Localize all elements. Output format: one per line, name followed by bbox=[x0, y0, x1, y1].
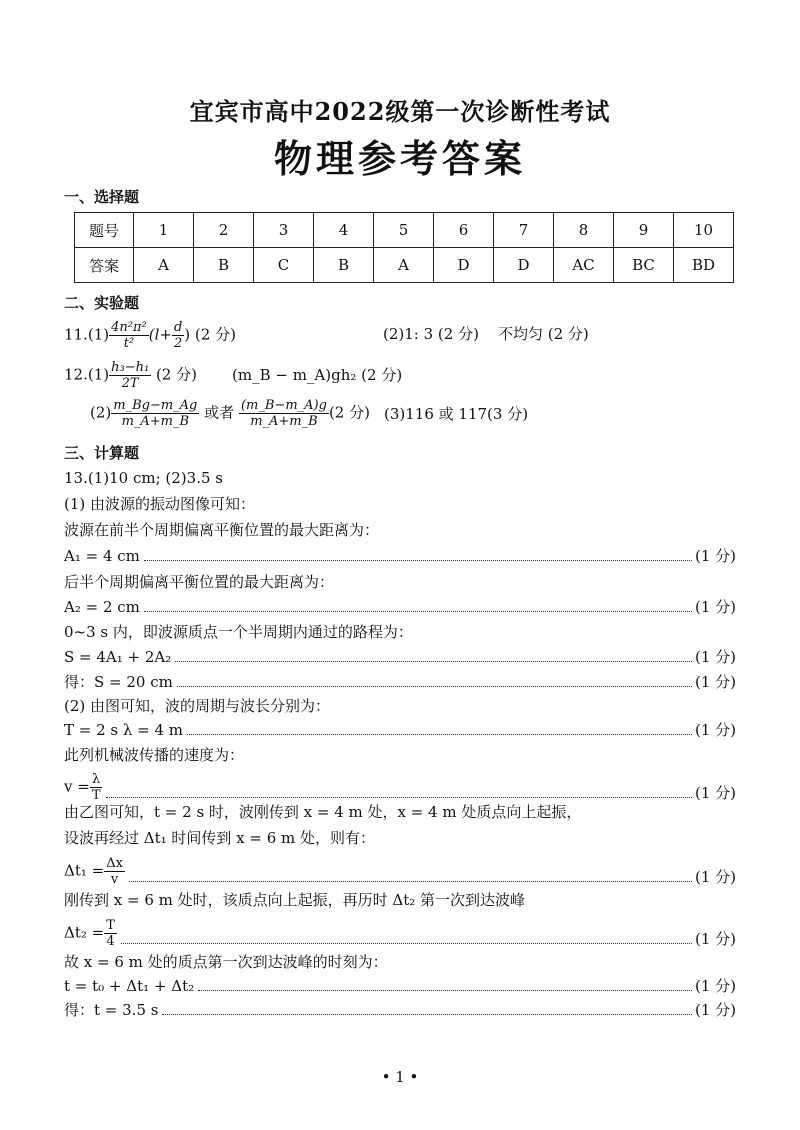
score: (1 分) bbox=[694, 598, 736, 616]
q12-p2-fraction2 bbox=[239, 398, 329, 429]
equation-line bbox=[64, 597, 736, 617]
equation-lhs: Δt₂ = bbox=[64, 923, 105, 942]
page-number: • 1 • bbox=[381, 1068, 419, 1086]
row-header-question: 题号 bbox=[75, 213, 134, 248]
table-row bbox=[75, 213, 734, 248]
text-line: 0~3 s 内，即波源质点一个半周期内通过的路程为： bbox=[64, 623, 413, 641]
q12-p2-score: (2 分) bbox=[328, 403, 370, 422]
section-heading-choice: 一、选择题 bbox=[64, 188, 140, 206]
q11-score1: (2 分) bbox=[194, 325, 236, 344]
equation: S = 4A₁ + 2A₂ bbox=[64, 648, 172, 666]
question-number: 1 bbox=[134, 213, 194, 248]
question-number: 6 bbox=[434, 213, 494, 248]
leader-dots bbox=[177, 685, 692, 687]
answer-cell: B bbox=[194, 248, 254, 283]
answer-cell: C bbox=[254, 248, 314, 283]
q11-part2: (2)1: 3 (2 分) bbox=[383, 325, 479, 343]
leader-dots bbox=[198, 989, 692, 991]
question-number: 3 bbox=[254, 213, 314, 248]
leader-dots bbox=[162, 1013, 692, 1015]
fraction bbox=[104, 856, 125, 887]
answer-cell: B bbox=[314, 248, 374, 283]
answer-key-title: 物理参考答案 bbox=[273, 136, 526, 181]
equation-line bbox=[64, 720, 736, 740]
score: (1 分) bbox=[694, 547, 736, 565]
table-row bbox=[75, 248, 734, 283]
question-number: 7 bbox=[494, 213, 554, 248]
q12-or: 或者 bbox=[204, 403, 235, 422]
fraction bbox=[90, 772, 103, 803]
answer-cell: D bbox=[494, 248, 554, 283]
score: (1 分) bbox=[694, 930, 736, 948]
leader-dots bbox=[106, 796, 691, 798]
q12-fraction bbox=[109, 360, 151, 391]
equation bbox=[64, 918, 117, 949]
equation bbox=[64, 772, 102, 803]
q12-part3: (3)116 或 117(3 分) bbox=[384, 405, 529, 423]
equation-line bbox=[64, 647, 736, 667]
denominator: 4 bbox=[106, 934, 115, 949]
leader-dots bbox=[144, 610, 692, 612]
answer-cell: D bbox=[434, 248, 494, 283]
equation: 得：S = 20 cm bbox=[64, 673, 173, 691]
q12-p2-den2: m_A+m_B bbox=[250, 414, 318, 429]
equation: 得：t = 3.5 s bbox=[64, 1001, 159, 1019]
answer-cell: A bbox=[374, 248, 434, 283]
leader-dots bbox=[144, 559, 692, 561]
q12-part1 bbox=[64, 360, 197, 391]
equation-line bbox=[64, 918, 736, 949]
q11-answer bbox=[64, 320, 236, 351]
q11-two: 2 bbox=[173, 336, 183, 351]
equation: A₁ = 4 cm bbox=[64, 547, 140, 565]
q11-part2b: 不均匀 (2 分) bbox=[498, 325, 589, 343]
q13-summary: 13.(1)10 cm; (2)3.5 s bbox=[64, 469, 223, 487]
text-line: 此列机械波传播的速度为： bbox=[64, 746, 245, 764]
leader-dots bbox=[121, 942, 692, 944]
equation: T = 2 s λ = 4 m bbox=[64, 721, 184, 739]
denominator: T bbox=[91, 788, 101, 803]
q12-part2 bbox=[90, 398, 370, 429]
q12-p2-den1: m_A+m_B bbox=[121, 414, 190, 429]
q12-p2-num2: (m_B−m_A)g bbox=[240, 398, 327, 413]
equation-lhs: v = bbox=[64, 777, 90, 796]
score: (1 分) bbox=[694, 1001, 736, 1019]
answer-cell: AC bbox=[554, 248, 614, 283]
answer-cell: A bbox=[134, 248, 194, 283]
text-line: 故 x = 6 m 处的质点第一次到达波峰的时刻为： bbox=[64, 953, 388, 971]
q12-expr2: (m_B − m_A)gh₂ (2 分) bbox=[232, 366, 403, 384]
question-number: 8 bbox=[554, 213, 614, 248]
q11-numerator: 4n²π² bbox=[111, 320, 147, 335]
text-line: (2) 由图可知，波的周期与波长分别为： bbox=[64, 697, 331, 715]
text-line: 设波再经过 Δt₁ 时间传到 x = 6 m 处，则有： bbox=[64, 829, 376, 847]
answer-table bbox=[74, 212, 734, 283]
q12-p2-prefix: (2) bbox=[90, 403, 112, 422]
score: (1 分) bbox=[694, 648, 736, 666]
question-number: 9 bbox=[614, 213, 674, 248]
leader-dots bbox=[129, 880, 692, 882]
text-line: 由乙图可知，t = 2 s 时，波刚传到 x = 4 m 处，x = 4 m 处质点向上起振， bbox=[64, 803, 582, 821]
section-heading-calculation: 三、计算题 bbox=[64, 444, 140, 462]
q11-denominator: t² bbox=[123, 336, 135, 351]
q11-d: d bbox=[173, 320, 183, 335]
question-number: 4 bbox=[314, 213, 374, 248]
score: (1 分) bbox=[694, 784, 736, 802]
row-header-answer: 答案 bbox=[75, 248, 134, 283]
score: (1 分) bbox=[694, 977, 736, 995]
question-number: 5 bbox=[374, 213, 434, 248]
score: (1 分) bbox=[694, 721, 736, 739]
q12-score1: (2 分) bbox=[155, 365, 197, 384]
equation: A₂ = 2 cm bbox=[64, 598, 140, 616]
question-number: 2 bbox=[194, 213, 254, 248]
q12-denominator: 2T bbox=[121, 376, 139, 391]
equation-line bbox=[64, 856, 736, 887]
numerator: T bbox=[106, 918, 115, 933]
equation: t = t₀ + Δt₁ + Δt₂ bbox=[64, 977, 195, 995]
numerator: Δx bbox=[106, 856, 123, 871]
equation-line bbox=[64, 772, 736, 803]
section-heading-experiment: 二、实验题 bbox=[64, 294, 140, 312]
q11-prefix: 11.(1) bbox=[64, 325, 110, 344]
leader-dots bbox=[187, 733, 692, 735]
leader-dots bbox=[175, 660, 692, 662]
score: (1 分) bbox=[694, 673, 736, 691]
q12-p2-fraction1 bbox=[111, 398, 199, 429]
q12-prefix: 12.(1) bbox=[64, 365, 110, 384]
q12-numerator: h₃−h₁ bbox=[111, 360, 150, 375]
q11-paren-open: (l+ bbox=[148, 325, 172, 344]
text-line: 刚传到 x = 6 m 处时，该质点向上起振，再历时 Δt₂ 第一次到达波峰 bbox=[64, 891, 526, 909]
question-number: 10 bbox=[674, 213, 734, 248]
equation-line bbox=[64, 1000, 736, 1020]
exam-title: 宜宾市高中2022级第一次诊断性考试 bbox=[189, 97, 611, 126]
text-line: 后半个周期偏离平衡位置的最大距离为： bbox=[64, 573, 335, 591]
q11-paren-close: ) bbox=[184, 325, 191, 344]
equation-line bbox=[64, 976, 736, 996]
numerator: λ bbox=[90, 772, 103, 788]
text-line: (1) 由波源的振动图像可知： bbox=[64, 495, 256, 513]
denominator: v bbox=[110, 872, 119, 887]
equation-line bbox=[64, 672, 736, 692]
q11-d-over-2 bbox=[172, 320, 184, 351]
q12-p2-num1: m_Bg−m_Ag bbox=[113, 398, 198, 413]
equation-lhs: Δt₁ = bbox=[64, 861, 105, 880]
equation-line bbox=[64, 546, 736, 566]
fraction bbox=[104, 918, 117, 949]
q11-fraction bbox=[109, 320, 149, 351]
equation bbox=[64, 856, 125, 887]
text-line: 波源在前半个周期偏离平衡位置的最大距离为： bbox=[64, 521, 380, 539]
answer-cell: BC bbox=[614, 248, 674, 283]
score: (1 分) bbox=[694, 868, 736, 886]
answer-cell: BD bbox=[674, 248, 734, 283]
